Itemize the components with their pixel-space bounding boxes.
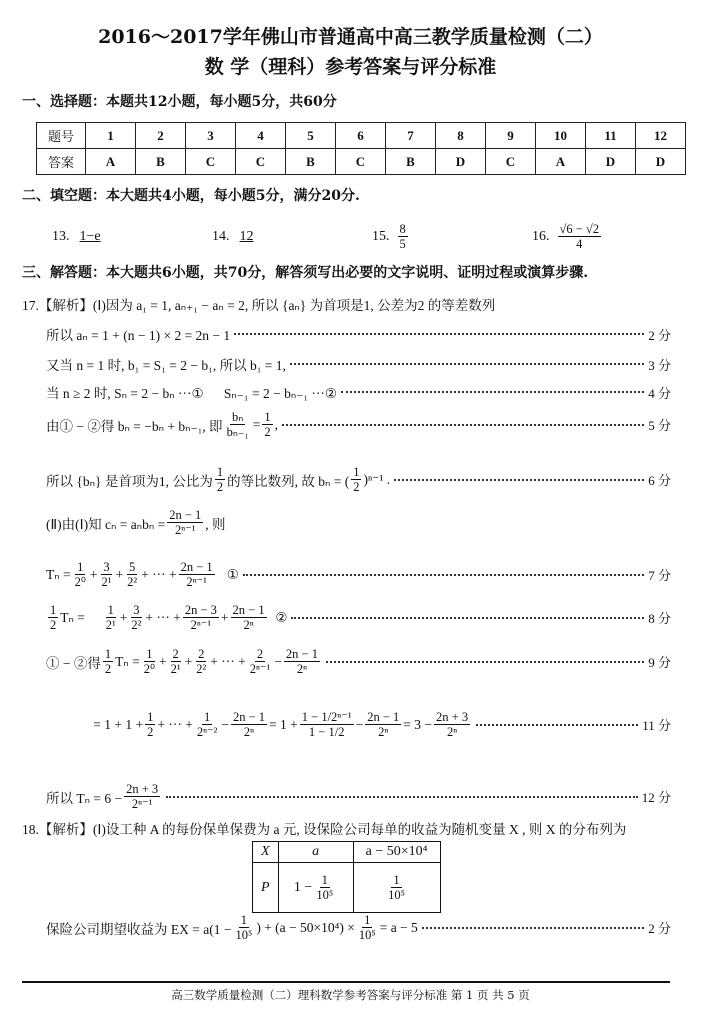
- question-number: 5: [286, 123, 336, 149]
- fraction: [129, 603, 143, 633]
- numerator: 1: [216, 465, 224, 479]
- fraction: [104, 603, 118, 633]
- denominator: 2: [50, 618, 57, 633]
- fraction: [124, 782, 160, 812]
- numerator: 2: [198, 647, 205, 661]
- numerator: 1: [50, 603, 57, 617]
- denominator: 10⁵: [235, 928, 253, 943]
- item-answer: 12: [239, 228, 254, 244]
- score-label: 7 分: [648, 568, 671, 584]
- numerator: 2n + 3: [436, 710, 469, 724]
- answer-cell: C: [336, 149, 386, 175]
- answer-cell: A: [536, 149, 586, 175]
- fraction: [231, 710, 267, 740]
- solution-line: [46, 508, 671, 538]
- math-text: Tₙ =: [46, 566, 71, 582]
- fill-item-13: [52, 229, 212, 245]
- numerator: 1: [77, 560, 84, 574]
- denominator: 2ⁿ: [296, 662, 308, 677]
- solution-line: [22, 294, 671, 314]
- denominator: 1 − 1/2: [308, 725, 345, 740]
- numerator: 2: [256, 647, 264, 661]
- fraction: [300, 710, 354, 740]
- score-label: 4 分: [648, 385, 671, 401]
- fraction: [195, 710, 220, 740]
- numerator: 1 − 1/2ⁿ⁻¹: [301, 710, 352, 724]
- cell-x: X: [253, 842, 279, 863]
- fraction: [100, 560, 114, 590]
- cell-a-minus: a − 50×10⁴: [353, 842, 440, 863]
- fraction: [284, 647, 320, 677]
- denominator: 2ⁿ⁻¹: [131, 797, 153, 812]
- score-label: 2 分: [648, 921, 671, 937]
- math-text: = a − 5: [379, 919, 418, 935]
- numerator: 2n − 1: [285, 647, 318, 661]
- denominator: 2ⁿ⁻¹: [174, 523, 196, 538]
- dot-leader: [282, 424, 644, 426]
- math-text: ②: [268, 609, 288, 625]
- dot-leader: [290, 363, 644, 365]
- question-number: 9: [486, 123, 536, 149]
- math-text: +: [184, 653, 193, 669]
- prefix: 1 −: [293, 879, 313, 895]
- numerator: 2n − 1: [169, 508, 202, 522]
- footer-divider: [22, 981, 670, 983]
- section1-heading: 一、选择题：本题共12小题，每小题5分，共60分: [22, 94, 337, 110]
- fraction: [215, 465, 225, 495]
- numerator: 2n − 3: [184, 603, 217, 617]
- denominator: 2: [216, 480, 224, 495]
- solution-line: [46, 560, 671, 590]
- dot-leader: [326, 661, 644, 663]
- item-answer-fraction: [398, 222, 408, 252]
- fraction: [225, 410, 251, 440]
- fraction: [103, 647, 113, 677]
- math-text: +: [119, 609, 128, 625]
- denominator: 2: [353, 480, 360, 495]
- math-text: ① − ②得: [46, 655, 101, 671]
- answer-cell: C: [186, 149, 236, 175]
- dot-leader: [476, 724, 638, 726]
- fraction: [169, 647, 183, 677]
- item-number: 14.: [212, 228, 230, 244]
- numerator: 2n + 3: [126, 782, 159, 796]
- solution-line: [46, 647, 671, 677]
- denominator: 2ⁿ: [446, 725, 458, 740]
- solution-line: [46, 324, 671, 344]
- denominator: 2¹: [170, 662, 181, 677]
- solution-line: [46, 465, 671, 495]
- fraction: [183, 603, 219, 633]
- math-text: +: [89, 566, 98, 582]
- score-label: 6 分: [648, 473, 671, 489]
- document-title: 2016～2017学年佛山市普通高中高三教学质量检测（二）: [98, 26, 603, 48]
- math-text: −: [221, 716, 229, 732]
- math-text: 保险公司期望收益为 EX = a(1 −: [46, 921, 232, 937]
- denominator: 2¹: [105, 618, 116, 633]
- numerator: 1: [147, 710, 154, 724]
- denominator: 2ⁿ: [378, 725, 389, 740]
- denominator: 2²: [196, 662, 207, 677]
- math-text: 所以 Tₙ = 6 −: [46, 790, 123, 806]
- denominator: 2ⁿ⁻¹: [190, 618, 212, 633]
- numerator: 1: [264, 410, 271, 424]
- denominator: 2ⁿ⁻²: [196, 725, 218, 740]
- math-text: + ··· +: [145, 609, 181, 625]
- score-label: 2 分: [648, 327, 671, 343]
- item-answer: 1−e: [79, 228, 101, 244]
- numerator: 3: [103, 560, 110, 574]
- item-answer-fraction: [558, 222, 602, 252]
- denominator: 2ⁿ⁻¹: [249, 662, 271, 677]
- numerator: 1: [393, 872, 400, 887]
- solution-line: [46, 382, 671, 402]
- score-label: 5 分: [648, 418, 671, 434]
- score-label: 8 分: [648, 611, 671, 627]
- row-label-number: 题号: [37, 123, 86, 149]
- fraction: [145, 710, 155, 740]
- solution-line: [46, 354, 671, 374]
- denominator: 2²: [131, 618, 142, 633]
- dot-leader: [291, 617, 644, 619]
- answer-cell: B: [286, 149, 336, 175]
- math-text: 又当 n = 1 时, b₁ = S₁ = 2 − b₁, 所以 b₁ = 1,: [46, 358, 286, 373]
- fraction: [434, 710, 470, 740]
- question-number: 2: [136, 123, 186, 149]
- denominator: 5: [399, 237, 406, 252]
- math-text: Tₙ =: [60, 609, 102, 625]
- fill-item-16: [532, 222, 692, 252]
- math-text: + ··· +: [210, 653, 246, 669]
- dot-leader: [394, 479, 644, 481]
- fraction: [142, 647, 157, 677]
- numerator: √6 − √2: [559, 222, 600, 236]
- math-text: ) + (a − 50×10⁴) ×: [256, 919, 355, 935]
- numerator: 2: [172, 647, 179, 661]
- solution-line: [22, 818, 671, 838]
- math-text: 17.【解析】(Ⅰ)因为 a₁ = 1, aₙ₊₁ − aₙ = 2, 所以 {aₙ} 为首项是1, 公差为2 的等差数列: [22, 298, 496, 313]
- answer-cell: C: [486, 149, 536, 175]
- math-text: 当 n ≥ 2 时, Sₙ = 2 − bₙ ···① Sₙ₋₁ = 2 − bₙ₋₁ ···②: [46, 386, 337, 401]
- cell-p: P: [253, 863, 279, 913]
- math-text: = 1 +: [269, 716, 298, 732]
- score-label: 3 分: [648, 357, 671, 373]
- fraction: [73, 560, 88, 590]
- document-subtitle: 数 学（理科）参考答案与评分标准: [204, 56, 497, 78]
- fill-item-15: [372, 222, 532, 252]
- item-number: 15.: [372, 228, 390, 244]
- numerator: 1: [104, 647, 112, 661]
- math-text: = 1 + 1 +: [46, 716, 144, 732]
- fraction: [365, 710, 401, 740]
- answer-cell: D: [636, 149, 686, 175]
- math-text: , 则: [205, 516, 226, 532]
- item-number: 16.: [532, 228, 550, 244]
- dot-leader: [166, 796, 638, 798]
- math-text: +: [220, 609, 229, 625]
- fill-in-answers: [52, 222, 692, 252]
- denominator: 2ⁿ: [243, 618, 254, 633]
- section2-heading: 二、填空题：本大题共4小题，每小题5分，满分20分.: [22, 188, 360, 204]
- row-label-answer: 答案: [37, 149, 86, 175]
- item-number: 13.: [52, 228, 70, 244]
- dot-leader: [243, 574, 644, 576]
- solution-line: [46, 782, 671, 812]
- fraction: [233, 913, 254, 943]
- page-footer: 高三数学质量检测（二）理科数学参考答案与评分标准 第 1 页 共 5 页: [171, 988, 530, 1002]
- math-text: 所以 {bₙ} 是首项为1, 公比为: [46, 473, 213, 489]
- math-text: −: [274, 653, 282, 669]
- question-number: 4: [236, 123, 286, 149]
- math-text: 所以 aₙ = 1 + (n − 1) × 2 = 2n − 1: [46, 328, 231, 343]
- math-text: 的等比数列, 故 bₙ = (: [227, 473, 350, 489]
- math-text: +: [159, 653, 167, 669]
- cell-p2: [353, 863, 440, 913]
- denominator: 2²: [127, 575, 138, 590]
- numerator: 5: [129, 560, 136, 574]
- numerator: 3: [133, 603, 140, 617]
- denominator: 2ⁿ: [243, 725, 255, 740]
- numerator: bₙ: [232, 410, 244, 424]
- denominator: 2ⁿ⁻¹: [186, 575, 207, 590]
- fill-item-14: [212, 229, 372, 245]
- score-label: 9 分: [648, 655, 671, 671]
- section3-heading: 三、解答题：本大题共6小题，共70分，解答须写出必要的文字说明、证明过程或演算步骤.: [22, 265, 589, 281]
- math-text: 18.【解析】(Ⅰ)设工种 A 的每份保单保费为 a 元, 设保险公司每单的收益为随机变量 X , 则 X 的分布列为: [22, 822, 627, 837]
- denominator: 2: [264, 425, 271, 440]
- fraction: [125, 560, 139, 590]
- numerator: 8: [399, 222, 406, 236]
- fraction: [179, 560, 215, 590]
- math-text: (Ⅱ)由(Ⅰ)知 cₙ = aₙbₙ =: [46, 516, 166, 532]
- math-text: −: [355, 716, 364, 732]
- denominator: 2⁰: [74, 575, 86, 590]
- fraction: [314, 873, 335, 903]
- answer-cell: B: [136, 149, 186, 175]
- cell-a: a: [278, 842, 353, 863]
- math-text: +: [115, 566, 124, 582]
- numerator: 1: [364, 913, 371, 927]
- question-number: 12: [636, 123, 686, 149]
- numerator: 2n − 1: [232, 603, 265, 617]
- fraction: [248, 647, 273, 677]
- answer-cell: D: [586, 149, 636, 175]
- question-number: 6: [336, 123, 386, 149]
- numerator: 2n − 1: [367, 710, 400, 724]
- math-text: )ⁿ⁻¹ .: [363, 471, 391, 487]
- fraction: [351, 465, 361, 495]
- math-text: + ··· +: [157, 716, 193, 732]
- math-text: 由① − ②得 bₙ = −bₙ + bₙ₋₁, 即: [46, 418, 223, 434]
- numerator: 1: [146, 647, 153, 661]
- question-number: 7: [386, 123, 436, 149]
- answer-cell: A: [86, 149, 136, 175]
- dot-leader: [422, 927, 644, 929]
- fraction: [386, 873, 407, 903]
- numerator: 1: [107, 603, 114, 617]
- answer-table: [36, 122, 686, 175]
- denominator: 2: [104, 662, 112, 677]
- answer-cell: C: [236, 149, 286, 175]
- math-text: ,: [274, 416, 278, 432]
- fraction: [194, 647, 208, 677]
- score-label: 12 分: [641, 790, 671, 806]
- dot-leader: [234, 333, 644, 335]
- answer-cell: D: [436, 149, 486, 175]
- math-text: =: [252, 416, 261, 432]
- dot-leader: [341, 391, 644, 393]
- question-number: 1: [86, 123, 136, 149]
- denominator: 10⁵: [316, 888, 334, 902]
- solution-line: [46, 710, 671, 740]
- numerator: 2n − 1: [232, 710, 266, 724]
- math-text: ①: [216, 566, 239, 582]
- solution-line: [46, 603, 671, 633]
- fraction: [262, 410, 272, 440]
- math-text: Tₙ =: [115, 653, 140, 669]
- question-number: 11: [586, 123, 636, 149]
- score-label: 11 分: [642, 718, 671, 734]
- denominator: 2⁰: [143, 662, 156, 677]
- denominator: 10⁵: [388, 888, 405, 902]
- math-text: + ··· +: [141, 566, 177, 582]
- question-number: 8: [436, 123, 486, 149]
- question-number: 10: [536, 123, 586, 149]
- question-number: 3: [186, 123, 236, 149]
- numerator: 1: [203, 710, 211, 724]
- solution-line: [46, 410, 671, 440]
- fraction: [167, 508, 203, 538]
- denominator: bₙ₋₁: [226, 425, 249, 440]
- numerator: 1: [240, 913, 248, 927]
- answer-cell: B: [386, 149, 436, 175]
- numerator: 1: [353, 465, 360, 479]
- denominator: 2: [147, 725, 154, 740]
- solution-line: [46, 913, 671, 943]
- fraction: [357, 913, 378, 943]
- denominator: 10⁵: [358, 928, 376, 943]
- fraction: [231, 603, 267, 633]
- numerator: 1: [321, 872, 328, 887]
- distribution-table: [252, 841, 441, 913]
- denominator: 2¹: [101, 575, 112, 590]
- fraction: [48, 603, 58, 633]
- denominator: 4: [576, 237, 583, 252]
- cell-p1: [278, 863, 353, 913]
- numerator: 2n − 1: [180, 560, 213, 574]
- math-text: = 3 −: [403, 716, 433, 732]
